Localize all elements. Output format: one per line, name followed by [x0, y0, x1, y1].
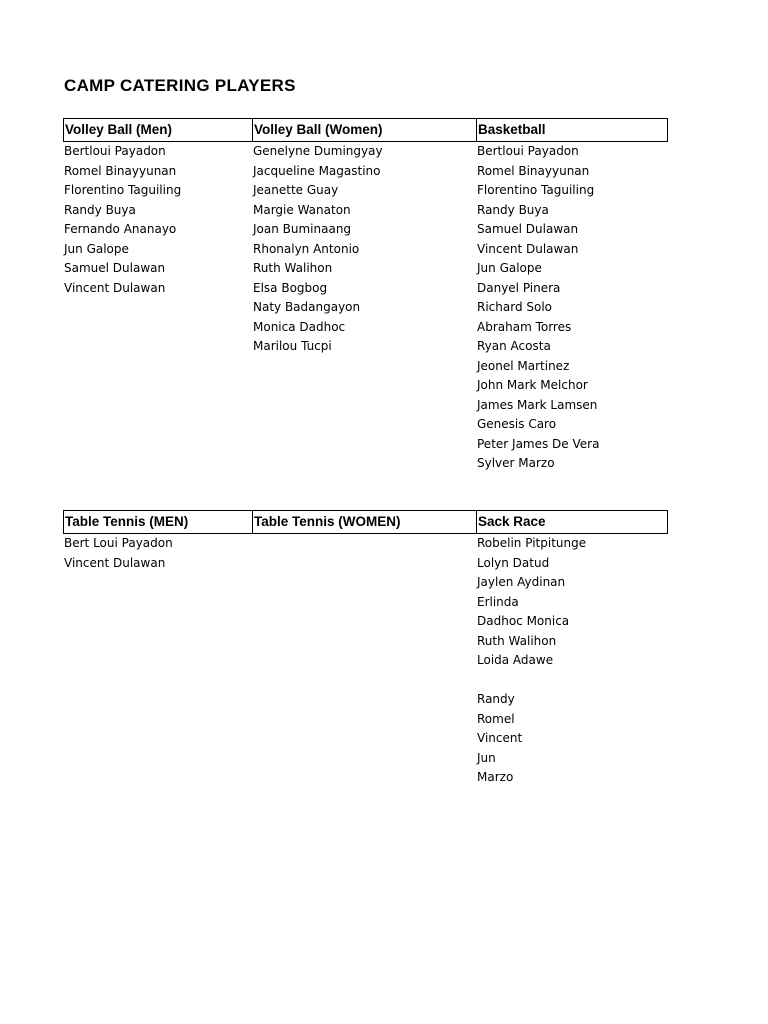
header-sack-race: Sack Race [478, 514, 546, 529]
player-name: John Mark Melchor [477, 378, 588, 392]
player-name: Vincent Dulawan [64, 280, 166, 295]
player-name: Romel Binayyunan [64, 163, 177, 178]
header-table-tennis-men: Table Tennis (MEN) [64, 511, 253, 533]
player-name: Jeanette Guay [253, 183, 339, 197]
player-name: Joan Buminaang [253, 222, 352, 236]
player-name: Margie Wanaton [253, 202, 351, 217]
player-name: Erlinda [477, 594, 519, 609]
column-volleyball-men [63, 142, 252, 474]
player-name [477, 671, 666, 691]
player-name: Jun [477, 750, 496, 765]
player-name: Richard Solo [477, 300, 553, 314]
column-table-tennis-women [252, 534, 476, 788]
player-name: Elsa Bogbog [253, 280, 328, 295]
player-name: Peter James De Vera [477, 436, 600, 451]
player-name: Ruth Walihon [253, 261, 333, 275]
table-header-row [63, 510, 668, 534]
header-basketball: Basketball [478, 122, 546, 137]
player-name: Marzo [477, 770, 514, 784]
player-name: Danyel Pinera [477, 280, 561, 295]
column-table-tennis-men [63, 534, 252, 788]
player-name: Genelyne Dumingyay [253, 144, 383, 158]
player-name: Abraham Torres [477, 319, 572, 334]
player-name: Randy [477, 692, 515, 706]
player-name: Jun Galope [64, 241, 129, 256]
player-name: Vincent Dulawan [477, 241, 579, 256]
player-name: Naty Badangayon [253, 300, 361, 314]
header-table-tennis-women: Table Tennis (WOMEN) [253, 511, 477, 533]
player-name: Fernando Ananayo [64, 222, 177, 236]
player-name: Jun Galope [477, 261, 542, 275]
table-header-row [63, 118, 668, 142]
player-name: Jeonel Martinez [477, 358, 570, 373]
player-name: Monica Dadhoc [253, 319, 346, 334]
player-name: Bertloui Payadon [477, 144, 579, 158]
player-name: Jaylen Aydinan [477, 575, 566, 589]
column-basketball [476, 142, 666, 474]
column-volleyball-women [252, 142, 476, 474]
player-name: Ryan Acosta [477, 339, 551, 353]
sports-table-1 [63, 118, 668, 474]
player-name: Genesis Caro [477, 417, 557, 431]
player-name: Randy Buya [64, 202, 136, 217]
player-name: Loida Adawe [477, 653, 554, 667]
player-name: Bert Loui Payadon [64, 536, 173, 550]
player-name: Vincent Dulawan [64, 555, 166, 570]
player-name: Randy Buya [477, 202, 549, 217]
column-sack-race [476, 534, 666, 788]
player-name: Florentino Taguiling [477, 183, 595, 197]
player-name: Vincent [477, 731, 523, 745]
player-name: James Mark Lamsen [477, 397, 598, 412]
player-name: Ruth Walihon [477, 633, 557, 648]
player-name: Rhonalyn Antonio [253, 241, 360, 256]
player-name: Samuel Dulawan [64, 261, 166, 275]
player-name: Lolyn Datud [477, 555, 550, 570]
player-name: Florentino Taguiling [64, 183, 182, 197]
player-name: Robelin Pitpitunge [477, 536, 587, 550]
player-name: Marilou Tucpi [253, 339, 332, 353]
player-name: Jacqueline Magastino [253, 163, 381, 178]
player-name: Romel [477, 711, 515, 726]
player-name: Dadhoc Monica [477, 614, 570, 628]
player-name: Bertloui Payadon [64, 144, 166, 158]
header-volleyball-women: Volley Ball (Women) [253, 119, 477, 141]
player-name: Sylver Marzo [477, 456, 555, 470]
player-name: Samuel Dulawan [477, 222, 579, 236]
sports-table-2 [63, 510, 668, 788]
page-title: CAMP CATERING PLAYERS [64, 76, 296, 95]
header-volleyball-men: Volley Ball (Men) [64, 119, 253, 141]
player-name: Romel Binayyunan [477, 163, 590, 178]
